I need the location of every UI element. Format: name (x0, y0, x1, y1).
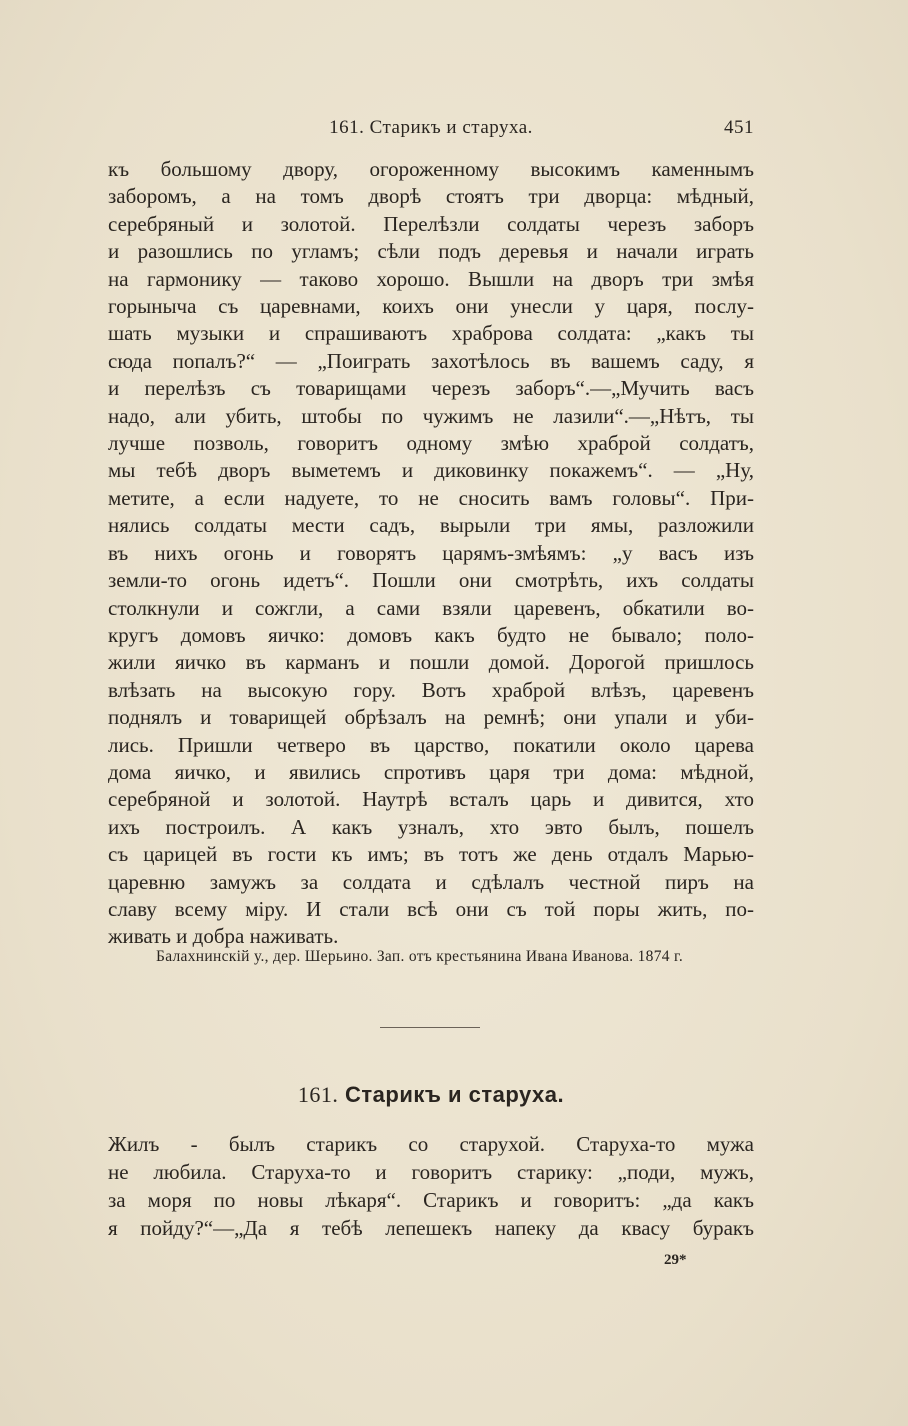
running-head-title: 161. Старикъ и старуха. (329, 117, 533, 138)
source-note: Балахнинскій у., дер. Шерьино. Зап. отъ крестьянина Ивана Иванова. 1874 г. (156, 948, 684, 965)
text-line: царевню замужъ за солдата и сдѣлалъ честной пиръ на (108, 869, 754, 894)
text-line: мы тебѣ дворъ выметемъ и диковинку покажемъ“. — „Ну, (108, 458, 754, 483)
section-number: 161. (297, 1082, 339, 1107)
text-line: дома яичко, и явились спротивъ царя три дома: мѣдной, (108, 759, 754, 784)
text-line: въ нихъ огонь и говорятъ царямъ-змѣямъ: „у васъ изъ (108, 540, 754, 565)
text-line: сюда попалъ?“ — „Поиграть захотѣлось въ вашемъ саду, я (108, 348, 754, 373)
signature-mark: 29* (664, 1252, 687, 1268)
text-line: живать и добра наживать. (108, 924, 339, 949)
text-line: за моря по новы лѣкаря“. Старикъ и говоритъ: „да какъ (108, 1188, 754, 1212)
section-name: Старикъ и старуха. (344, 1082, 565, 1107)
text-line: ихъ построилъ. А какъ узналъ, хто эвто былъ, пошелъ (108, 814, 754, 839)
text-line: надо, али убить, штобы по чужимъ не лазили“.—„Нѣтъ, ты (108, 403, 754, 428)
body-text (108, 156, 754, 951)
text-line: нялись солдаты мести садъ, вырыли три ямы, разложили (108, 513, 754, 538)
text-line: жили яичко въ карманъ и пошли домой. Дорогой пришлось (108, 650, 754, 675)
text-line: славу всему міру. И стали всѣ они съ той поры жить, по- (108, 896, 754, 921)
text-line: столкнули и сожгли, а сами взяли царевенъ, обкатили во- (108, 595, 754, 620)
text-line: лись. Пришли четверо въ царство, покатили около царева (108, 732, 754, 757)
text-line: влѣзать на высокую гору. Вотъ храброй влѣзъ, царевенъ (108, 677, 754, 702)
section-title (108, 1082, 754, 1108)
text-line: лучше позволь, говоритъ одному змѣю храброй солдатъ, (108, 431, 754, 456)
text-line: метите, а если надуете, то не сносить вамъ головы“. При- (108, 485, 754, 510)
text-line: Жилъ - былъ старикъ со старухой. Старуха-то мужа (108, 1132, 754, 1156)
text-line: и перелѣзъ съ товарищами черезъ заборъ“.—„Мучить васъ (108, 376, 754, 401)
text-line: заборомъ, а на томъ дворѣ стоятъ три дворца: мѣдный, (108, 184, 754, 209)
text-line: и разошлись по угламъ; сѣли подъ деревья и начали играть (108, 239, 754, 264)
text-line: я пойду?“—„Да я тебѣ лепешекъ напеку да квасу буракъ (108, 1216, 754, 1240)
story-text (108, 1130, 754, 1242)
text-line: къ большому двору, огороженному высокимъ каменнымъ (108, 157, 754, 181)
text-line: поднялъ и товарищей обрѣзалъ на ремнѣ; они упали и уби- (108, 705, 754, 730)
text-line: не любила. Старуха-то и говоритъ старику: „поди, мужъ, (108, 1160, 754, 1184)
text-line: кругъ домовъ яичко: домовъ какъ будто не бывало; поло- (108, 622, 754, 647)
page-number: 451 (724, 117, 754, 138)
section-divider (380, 1027, 480, 1028)
running-head (108, 117, 754, 141)
text-line: земли-то огонь идетъ“. Пошли они смотрѣть, ихъ солдаты (108, 568, 754, 593)
text-line: съ царицей въ гости къ имъ; въ тотъ же день отдалъ Марью- (108, 842, 754, 867)
text-line: на гармонику — таково хорошо. Вышли на дворъ три змѣя (108, 266, 754, 291)
text-line: шать музыки и спрашиваютъ храброва солдата: „какъ ты (108, 321, 754, 346)
text-line: горынычa съ царевнами, коихъ они унесли у царя, послу- (108, 294, 754, 319)
text-line: серебряный и золотой. Перелѣзли солдаты черезъ заборъ (108, 211, 754, 236)
text-line: серебряной и золотой. Наутрѣ всталъ царь и дивится, хто (108, 787, 754, 812)
